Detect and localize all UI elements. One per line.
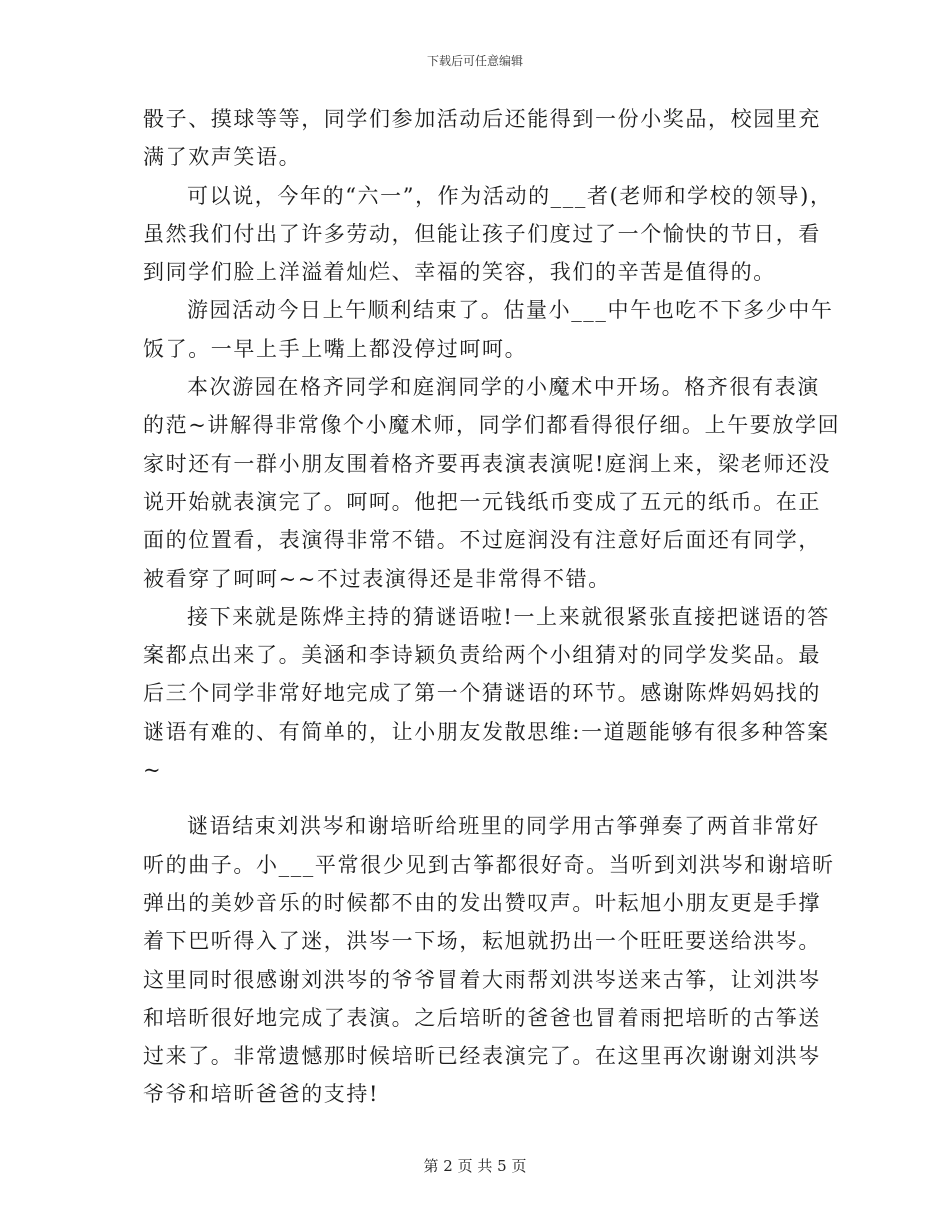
text-line: 虽然我们付出了许多劳动，但能让孩子们度过了一个愉快的节日，看 bbox=[143, 221, 821, 246]
paragraph-start-line: 游园活动今日上午顺利结束了。估量小___中午也吃不下多少中午 bbox=[187, 298, 834, 323]
text-line: 听的曲子。小___平常很少见到古筝都很好奇。当听到刘洪岑和谢培昕 bbox=[143, 852, 835, 877]
text-line: 爷爷和培昕爸爸的支持! bbox=[143, 1082, 380, 1107]
text-line: 后三个同学非常好地完成了第一个猜谜语的环节。感谢陈烨妈妈找的 bbox=[143, 681, 821, 706]
text-line: 饭了。一早上手上嘴上都没停过呵呵。 bbox=[143, 336, 528, 361]
text-line: 到同学们脸上洋溢着灿烂、幸福的笑容，我们的辛苦是值得的。 bbox=[143, 260, 776, 285]
text-line: 弹出的美妙音乐的时候都不由的发出赞叹声。叶耘旭小朋友更是手撑 bbox=[143, 890, 821, 915]
text-line: ~ bbox=[143, 758, 163, 783]
text-line: 谜语有难的、有简单的，让小朋友发散思维:一道题能够有很多种答案 bbox=[143, 719, 830, 744]
paragraph-start-line: 本次游园在格齐同学和庭润同学的小魔术中开场。格齐很有表演 bbox=[187, 375, 820, 400]
text-line: 被看穿了呵呵~~不过表演得还是非常得不错。 bbox=[143, 566, 611, 591]
page-header-note: 下载后可任意编辑 bbox=[426, 54, 523, 68]
paragraph-start-line: 接下来就是陈烨主持的猜谜语啦!一上来就很紧张直接把谜语的答 bbox=[187, 604, 830, 629]
text-line: 这里同时很感谢刘洪岑的爷爷冒着大雨帮刘洪岑送来古筝，让刘洪岑 bbox=[143, 967, 821, 992]
document-body bbox=[143, 100, 841, 1114]
text-line: 说开始就表演完了。呵呵。他把一元钱纸币变成了五元的纸币。在正 bbox=[143, 489, 821, 514]
text-line: 骰子、摸球等等，同学们参加活动后还能得到一份小奖品，校园里充 bbox=[143, 107, 821, 131]
text-line: 家时还有一群小朋友围着格齐要再表演表演呢!庭润上来，梁老师还没 bbox=[143, 451, 832, 476]
text-line: 面的位置看，表演得非常不错。不过庭润没有注意好后面还有同学， bbox=[143, 528, 821, 553]
paragraph-start-line: 谜语结束刘洪岑和谢培昕给班里的同学用古筝弹奏了两首非常好 bbox=[187, 814, 820, 839]
text-line: 案都点出来了。美涵和李诗颖负责给两个小组猜对的同学发奖品。最 bbox=[143, 643, 821, 668]
paragraph-start-line: 可以说，今年的“六一”，作为活动的___者(老师和学校的领导)， bbox=[187, 183, 833, 208]
text-line: 的范~讲解得非常像个小魔术师，同学们都看得很仔细。上午要放学回 bbox=[143, 413, 841, 438]
text-line: 满了欢声笑语。 bbox=[143, 145, 302, 170]
text-line: 着下巴听得入了迷，洪岑一下场，耘旭就扔出一个旺旺要送给洪岑。 bbox=[143, 929, 821, 954]
text-line: 和培昕很好地完成了表演。之后培昕的爸爸也冒着雨把培昕的古筝送 bbox=[143, 1005, 821, 1030]
page-footer-page-number: 第 2 页 共 5 页 bbox=[423, 1157, 527, 1175]
text-line: 过来了。非常遗憾那时候培昕已经表演完了。在这里再次谢谢刘洪岑 bbox=[143, 1044, 821, 1069]
